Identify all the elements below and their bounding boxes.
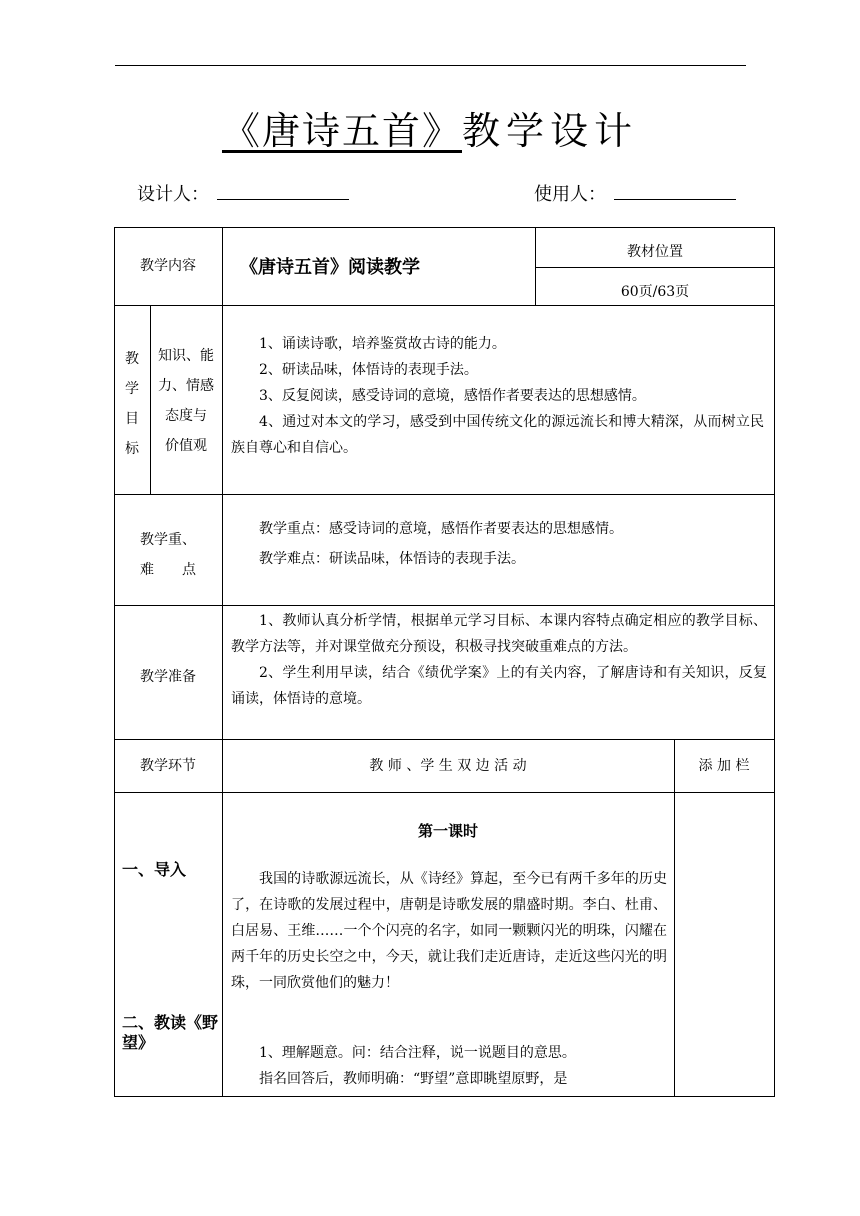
focus-item: 教学难点：研读品味，体悟诗的表现手法。 — [259, 551, 525, 567]
goals-label-char: 目 — [125, 411, 139, 427]
title-rest: 教学设计 — [462, 109, 639, 153]
goal-item: 1、诵读诗歌，培养鉴赏故古诗的能力。 — [259, 336, 506, 352]
goals-label — [114, 344, 150, 464]
prep-text — [231, 608, 767, 712]
textbook-value: 60页/63页 — [620, 284, 690, 300]
extra-column-divider — [674, 739, 675, 1096]
textbook-divider — [535, 267, 775, 268]
step-paragraph: 指名回答后，教师明确：“野望”意即眺望原野，是 — [259, 1071, 568, 1087]
focus-text — [231, 514, 764, 574]
page-title — [0, 100, 860, 155]
row-divider — [114, 605, 775, 606]
goal-item: 3、反复阅读，感受诗词的意境，感悟作者要表达的思想感情。 — [259, 388, 646, 404]
row-divider — [114, 305, 775, 306]
row-divider — [114, 739, 775, 740]
goals-sublabel-line: 知识、能 — [158, 348, 214, 364]
user-field[interactable] — [614, 199, 736, 200]
row-divider — [114, 792, 775, 793]
goals-sublabel — [150, 341, 222, 461]
goal-item: 2、研读品味，体悟诗的表现手法。 — [259, 362, 478, 378]
goals-text — [231, 331, 764, 461]
content-value: 《唐诗五首》阅读教学 — [240, 257, 420, 278]
goals-label-char: 学 — [125, 381, 139, 397]
focus-label-line: 教学重、 — [140, 532, 196, 548]
goals-label-char: 教 — [125, 351, 139, 367]
designer-field[interactable] — [217, 199, 349, 200]
prep-item: 1、教师认真分析学情，根据单元学习目标、本课内容特点确定相应的教学目标、教学方法等，并对课堂做充分预设，积极寻找突破重难点的方法。 — [231, 613, 767, 655]
focus-item: 教学重点：感受诗词的意境，感悟作者要表达的思想感情。 — [259, 521, 623, 537]
lesson-title: 第一课时 — [417, 822, 478, 840]
section-intro: 一、导入 — [122, 860, 187, 879]
goals-label-char: 标 — [125, 441, 139, 457]
goal-item: 4、通过对本文的学习，感受到中国传统文化的源远流长和博大精深，从而树立民族自尊心和自信心。 — [231, 414, 764, 456]
textbook-label: 教材位置 — [627, 244, 683, 260]
focus-label — [114, 525, 222, 585]
goals-sublabel-line: 态度与 — [165, 408, 207, 424]
table-border-right — [774, 227, 775, 1097]
row-divider — [114, 494, 775, 495]
step-paragraph: 1、理解题意。问：结合注释，说一说题目的意思。 — [259, 1045, 576, 1061]
designer-label: 设计人： — [137, 184, 209, 205]
prep-item: 2、学生利用早读，结合《绩优学案》上的有关内容，了解唐诗和有关知识，反复诵读，体悟诗的意境。 — [231, 665, 767, 707]
lesson-plan-table — [114, 227, 775, 1097]
prep-label: 教学准备 — [140, 669, 196, 685]
step-label: 教学环节 — [140, 758, 196, 774]
user-label: 使用人： — [534, 184, 606, 205]
title-underlined: 《唐诗五首》 — [221, 109, 462, 153]
column-divider — [222, 227, 223, 1097]
section-reading: 二、教读《野望》 — [122, 1013, 219, 1052]
focus-label-line: 难 点 — [140, 562, 196, 578]
goals-sublabel-line: 力、情感 — [158, 378, 214, 394]
content-label: 教学内容 — [140, 258, 196, 274]
extra-label: 添 加 栏 — [698, 758, 750, 774]
intro-text — [231, 866, 667, 996]
goals-sublabel-line: 价值观 — [165, 438, 207, 454]
activity-label: 教 师 、学 生 双 边 活 动 — [369, 758, 527, 774]
top-rule — [115, 65, 746, 66]
step-text — [231, 1040, 667, 1092]
table-border-bottom — [114, 1096, 775, 1097]
intro-paragraph: 我国的诗歌源远流长，从《诗经》算起，至今已有两千多年的历史了，在诗歌的发展过程中，唐朝是诗歌发展的鼎盛时期。李白、杜甫、白居易、王维……一个个闪亮的名字，如同一颗颗闪光的明珠，闪耀在两千年的历史长空之中，今天，就让我们走近唐诗，走近这些闪光的明珠，一同欣赏他们的魅力！ — [231, 871, 667, 991]
table-border-top — [114, 227, 775, 228]
